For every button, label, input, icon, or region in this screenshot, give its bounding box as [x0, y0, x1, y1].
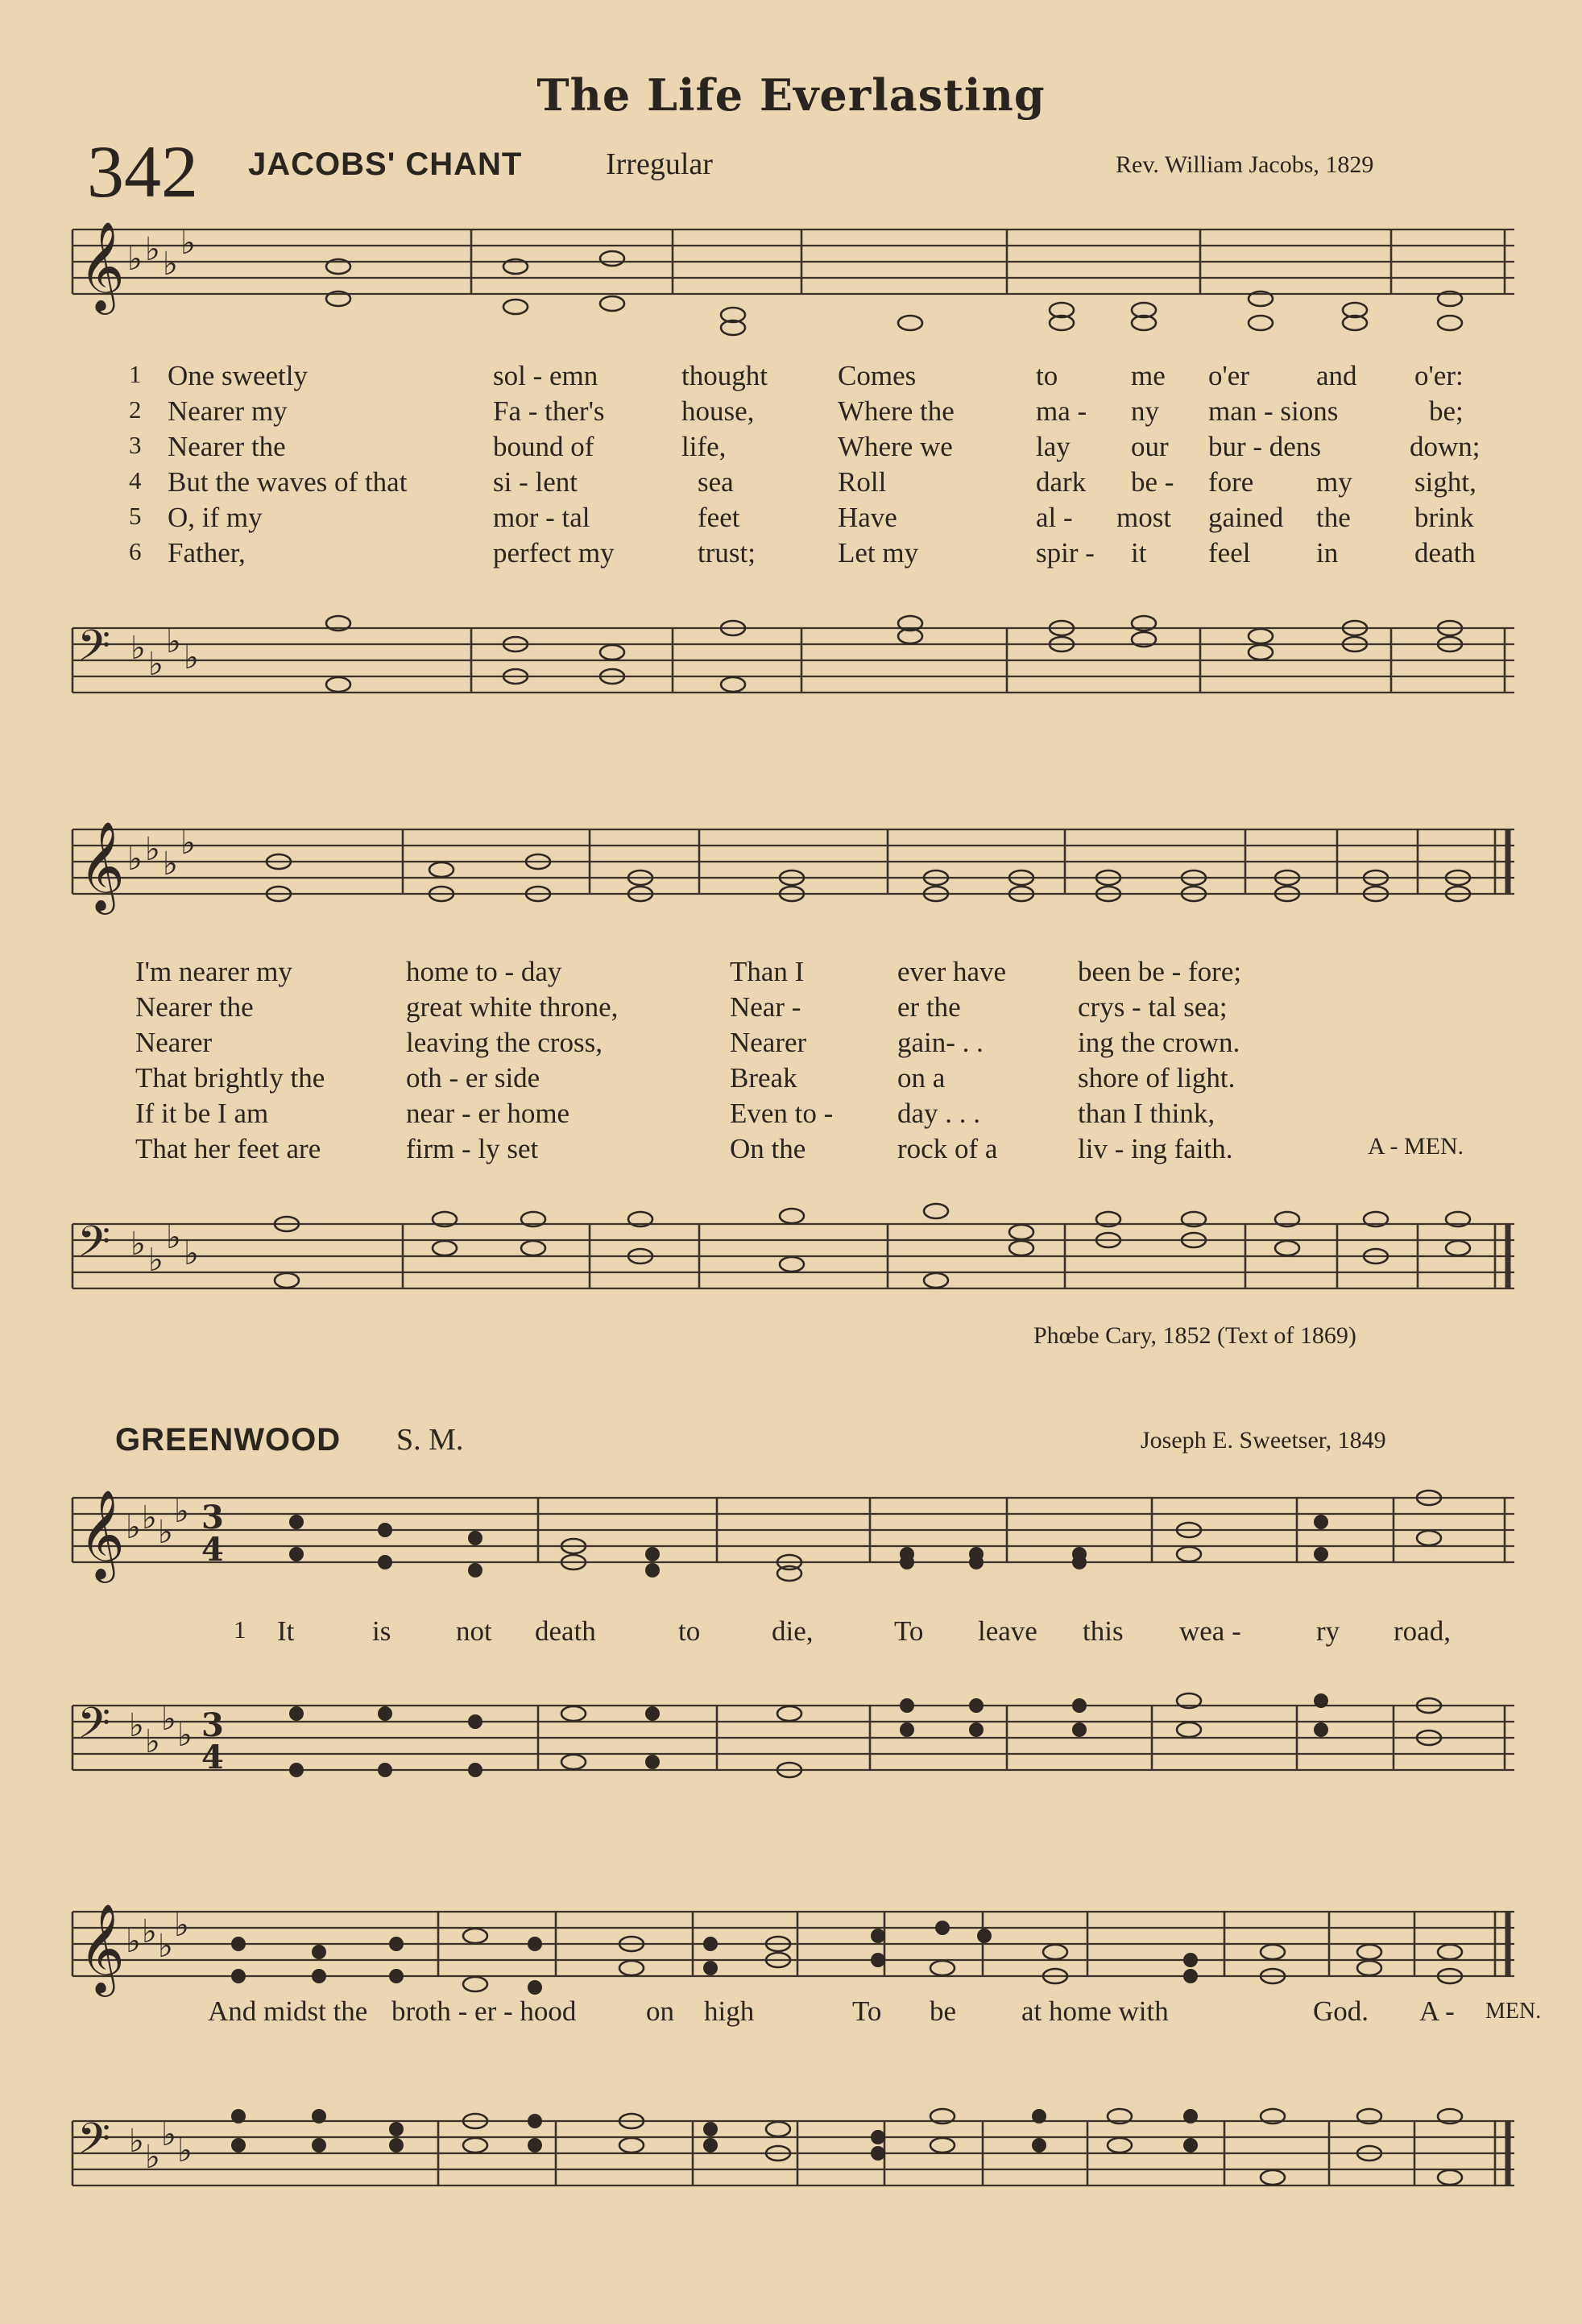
svg-text:♭: ♭ — [148, 646, 164, 683]
svg-text:♭: ♭ — [177, 1717, 193, 1754]
svg-text:♭: ♭ — [180, 225, 196, 262]
svg-text:♭: ♭ — [166, 1219, 181, 1256]
system1-bass-staff — [72, 622, 1514, 733]
svg-text:♭: ♭ — [127, 241, 143, 278]
svg-text:4: 4 — [201, 1739, 224, 1776]
svg-text:♭: ♭ — [129, 1707, 144, 1744]
svg-text:𝄢: 𝄢 — [77, 1218, 111, 1277]
tune-name-greenwood: GREENWOOD — [115, 1422, 342, 1458]
svg-text:3: 3 — [201, 1499, 224, 1536]
svg-text:3: 3 — [201, 1706, 224, 1744]
greenwood-system1-bass-staff — [72, 1699, 1514, 1810]
page-title: The Life Everlasting — [536, 69, 1046, 121]
svg-text:♭: ♭ — [148, 1242, 164, 1279]
svg-text:♭: ♭ — [130, 1226, 146, 1263]
svg-text:𝄢: 𝄢 — [77, 622, 111, 681]
svg-text:𝄞: 𝄞 — [79, 821, 125, 911]
svg-text:♭: ♭ — [127, 841, 143, 878]
composer-credit-sweetser: Joseph E. Sweetser, 1849 — [1141, 1427, 1386, 1454]
svg-text:♭: ♭ — [145, 2139, 160, 2176]
svg-text:♭: ♭ — [184, 639, 199, 676]
svg-text:♭: ♭ — [163, 846, 178, 883]
text-credit-cary: Phœbe Cary, 1852 (Text of 1869) — [1033, 1322, 1356, 1349]
system2-treble-staff — [72, 821, 1514, 934]
svg-text:♭: ♭ — [161, 2116, 176, 2153]
svg-text:♭: ♭ — [158, 1514, 173, 1551]
system1-treble-staff — [72, 221, 1514, 334]
svg-text:♭: ♭ — [129, 2123, 144, 2160]
svg-text:♭: ♭ — [163, 246, 178, 283]
meter-sm: S. M. — [396, 1423, 464, 1457]
svg-text:♭: ♭ — [142, 1913, 157, 1950]
svg-text:𝄢: 𝄢 — [77, 1699, 111, 1759]
svg-text:♭: ♭ — [158, 1928, 173, 1965]
hymn-number: 342 — [87, 130, 198, 213]
svg-text:♭: ♭ — [174, 1493, 189, 1530]
svg-text:♭: ♭ — [180, 825, 196, 862]
greenwood-lyrics-line1: 1 It is not death to die, To leave this wea - ry road, — [234, 1615, 1451, 1647]
svg-text:4: 4 — [201, 1531, 224, 1569]
greenwood-system1-treble-staff — [72, 1489, 1514, 1602]
svg-text:♭: ♭ — [145, 831, 160, 868]
svg-text:♭: ♭ — [126, 1509, 141, 1546]
svg-text:𝄢: 𝄢 — [77, 2115, 111, 2174]
greenwood-system2-bass-staff — [72, 2115, 1514, 2226]
svg-text:♭: ♭ — [145, 231, 160, 268]
svg-text:𝄞: 𝄞 — [79, 1903, 125, 1993]
svg-text:♭: ♭ — [161, 1701, 176, 1738]
greenwood-lyrics-line2: And midst the broth - er - hood on high To be at home with God. A - MEN. — [208, 1995, 1542, 2027]
svg-text:𝄞: 𝄞 — [79, 1489, 125, 1579]
svg-text:♭: ♭ — [166, 623, 181, 660]
amen-label: A - MEN. — [1368, 1133, 1464, 1160]
tune-name-jacobs-chant: JACOBS' CHANT — [248, 147, 523, 182]
svg-text:♭: ♭ — [130, 630, 146, 667]
svg-text:♭: ♭ — [145, 1723, 160, 1760]
svg-text:♭: ♭ — [142, 1499, 157, 1536]
composer-credit-jacobs: Rev. William Jacobs, 1829 — [1116, 151, 1374, 178]
system2-bass-staff — [72, 1218, 1514, 1329]
svg-text:♭: ♭ — [126, 1923, 141, 1960]
meter-irregular: Irregular — [606, 147, 713, 181]
svg-text:♭: ♭ — [174, 1907, 189, 1944]
svg-text:♭: ♭ — [184, 1235, 199, 1272]
svg-text:𝄞: 𝄞 — [79, 221, 125, 311]
svg-text:♭: ♭ — [177, 2132, 193, 2169]
